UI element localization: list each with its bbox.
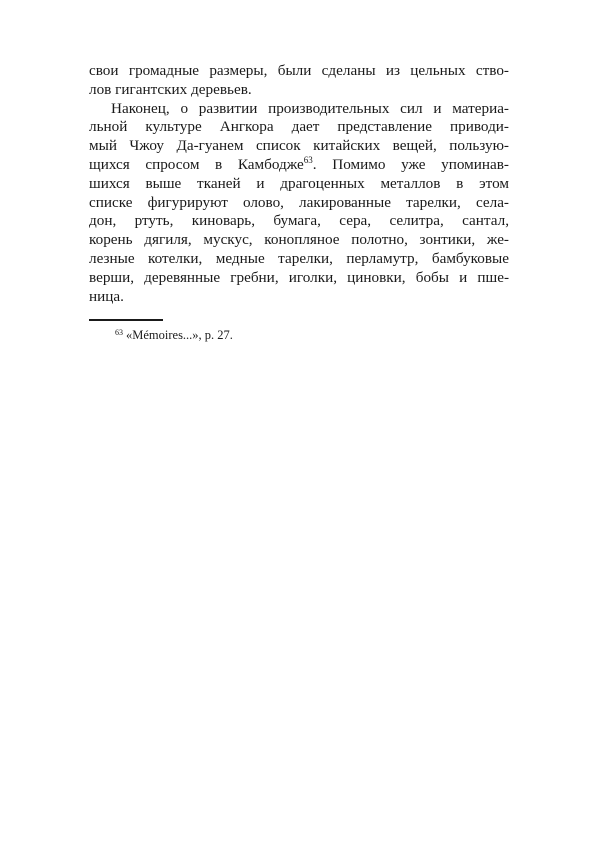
footnote — [89, 327, 509, 343]
text-line: ница. — [89, 287, 124, 305]
text-line: лезные котелки, медные тарелки, перламутр, бамбуковые — [89, 249, 509, 267]
text-line: списке фигурируют олово, лакированные тарелки, села- — [89, 193, 509, 211]
text-line: мый Чжоу Да-гуанем список китайских вещей, пользую- — [89, 137, 509, 155]
footnote-divider — [89, 319, 163, 321]
text-segment: щихся спросом в Камбодже — [89, 155, 304, 173]
footnote-number: 63 — [115, 328, 123, 338]
text-line: лов гигантских деревьев. — [89, 80, 252, 98]
text-line: шихся выше тканей и драгоценных металлов в этом — [89, 174, 509, 192]
footnote-text: «Mémoires...», p. 27. — [126, 328, 233, 343]
text-line: дон, ртуть, киноварь, бумага, сера, селитра, сантал, — [89, 212, 509, 230]
text-segment: . Помимо уже упоминав- — [312, 155, 509, 173]
text-line: корень дягиля, мускус, конопляное полотно, зонтики, же- — [89, 231, 509, 249]
paragraph-continuation — [89, 62, 509, 100]
paragraph-angkor-trade — [89, 100, 509, 307]
book-page — [89, 62, 509, 343]
text-line: льной культуре Ангкора дает представление приводи- — [89, 118, 509, 136]
text-line-with-footnote-ref — [89, 156, 509, 175]
text-line: свои громадные размеры, были сделаны из цельных ство- — [89, 62, 509, 79]
text-line: Наконец, о развитии производительных сил и материа- — [111, 99, 509, 117]
footnote-reference: 63 — [303, 154, 313, 165]
text-line: верши, деревянные гребни, иголки, циновки, бобы и пше- — [89, 268, 509, 286]
